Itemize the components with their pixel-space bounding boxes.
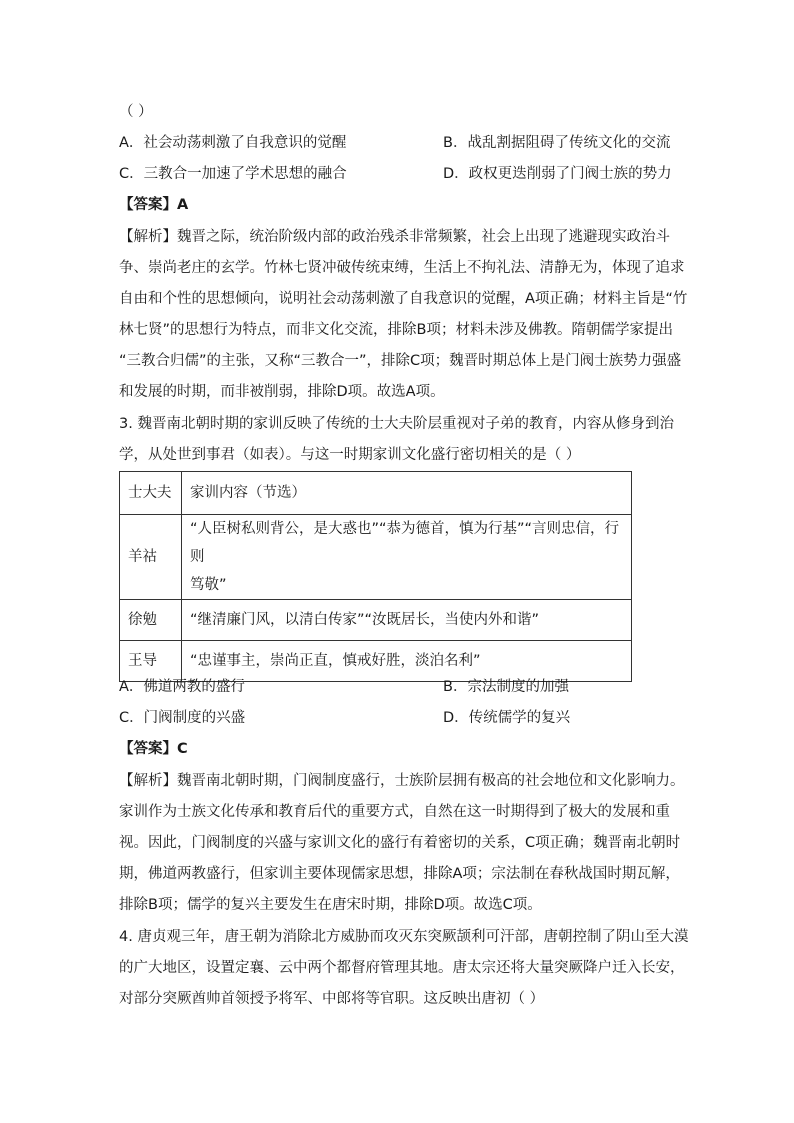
table-row: [120, 600, 632, 641]
table-cell-content: [182, 600, 632, 641]
q2-analysis-line: 争、崇尚老庄的玄学。竹林七贤冲破传统束缚，生活上不拘礼法、清静无为，体现了追求: [119, 260, 685, 276]
table-cell-content: [182, 641, 632, 682]
q3-option-d: D．传统儒学的复兴: [443, 710, 571, 726]
q4-stem-line: 的广大地区，设置定襄、云中两个都督府管理其地。唐太宗还将大量突厥降户迁入长安，: [119, 960, 685, 976]
q3-analysis-line: 排除B项；儒学的复兴主要发生在唐宋时期，排除D项。故选C项。: [119, 897, 542, 913]
q2-stem-tail: （ ）: [119, 104, 153, 120]
table-header-row: [120, 472, 632, 515]
q3-analysis-line: 【解析】魏晋南北朝时期，门阀制度盛行，士族阶层拥有极高的社会地位和文化影响力。: [119, 773, 685, 789]
q3-analysis-line: 视。因此，门阀制度的兴盛与家训文化的盛行有着密切的关系，C项正确；魏晋南北朝时: [119, 835, 681, 851]
table-row: [120, 515, 632, 600]
q2-analysis-line: 和发展的时期，而非被削弱，排除D项。故选A项。: [119, 384, 445, 400]
q4-stem-line: 4. 唐贞观三年，唐王朝为消除北方威胁而攻灭东突厥颉利可汗部，唐朝控制了阴山至大漠: [119, 929, 689, 945]
table-cell-line: “人臣树私则背公，是大惑也”“恭为德首，慎为行基”“言则忠信，行则: [190, 521, 620, 565]
table-cell-name: 王导: [120, 641, 182, 682]
table-cell-line: “继清廉门风，以清白传家”“汝既居长，当使内外和谐”: [190, 612, 540, 628]
q2-answer: 【答案】A: [119, 197, 189, 213]
q3-option-b: B．宗法制度的加强: [443, 679, 569, 695]
q3-stem-line: 学，从处世到事君（如表）。与这一时期家训文化盛行密切相关的是（ ）: [119, 447, 581, 463]
q3-option-c: C．门阀制度的兴盛: [119, 710, 246, 726]
q4-stem-line: 对部分突厥酋帅首领授予将军、中郎将等官职。这反映出唐初（ ）: [119, 991, 545, 1007]
q2-analysis-line: 林七贤”的思想行为特点，而非文化交流，排除B项；材料未涉及佛教。隋朝儒学家提出: [119, 322, 673, 338]
table-cell-line: 笃敬”: [190, 577, 227, 593]
q2-analysis-line: “三教合归儒”的主张，又称“三教合一”，排除C项；魏晋时期总体上是门阀士族势力强盛: [119, 353, 682, 369]
q2-option-d: D．政权更迭削弱了门阀士族的势力: [443, 166, 672, 182]
table-cell-name: 徐勉: [120, 600, 182, 641]
q2-analysis-line: 【解析】魏晋之际，统治阶级内部的政治残杀非常频繁，社会上出现了逃避现实政治斗: [119, 229, 670, 245]
family-instruction-table: [119, 471, 632, 682]
table-header-cell: 士大夫: [120, 472, 182, 515]
q3-option-a: A．佛道两教的盛行: [119, 679, 245, 695]
q3-answer: 【答案】C: [119, 741, 188, 757]
table-header-cell: 家训内容（节选）: [182, 472, 632, 515]
q3-analysis-line: 家训作为士族文化传承和教育后代的重要方式，自然在这一时期得到了极大的发展和重: [119, 804, 670, 820]
q2-option-b: B．战乱割据阻碍了传统文化的交流: [443, 135, 671, 151]
table-row: [120, 641, 632, 682]
q2-analysis-line: 自由和个性的思想倾向，说明社会动荡刺激了自我意识的觉醒，A项正确；材料主旨是“竹: [119, 291, 688, 307]
q3-stem-line: 3. 魏晋南北朝时期的家训反映了传统的士大夫阶层重视对子弟的教育，内容从修身到治: [119, 416, 674, 432]
table-cell-name: 羊祜: [120, 515, 182, 600]
q2-option-c: C．三教合一加速了学术思想的融合: [119, 166, 347, 182]
table-cell-content: [182, 515, 632, 600]
q2-option-a: A．社会动荡刺激了自我意识的觉醒: [119, 135, 347, 151]
q3-analysis-line: 期，佛道两教盛行，但家训主要体现儒家思想，排除A项；宗法制在春秋战国时期瓦解，: [119, 866, 680, 882]
table-cell-line: “忠谨事主，崇尚正直，慎戒好胜，淡泊名利”: [190, 653, 481, 669]
